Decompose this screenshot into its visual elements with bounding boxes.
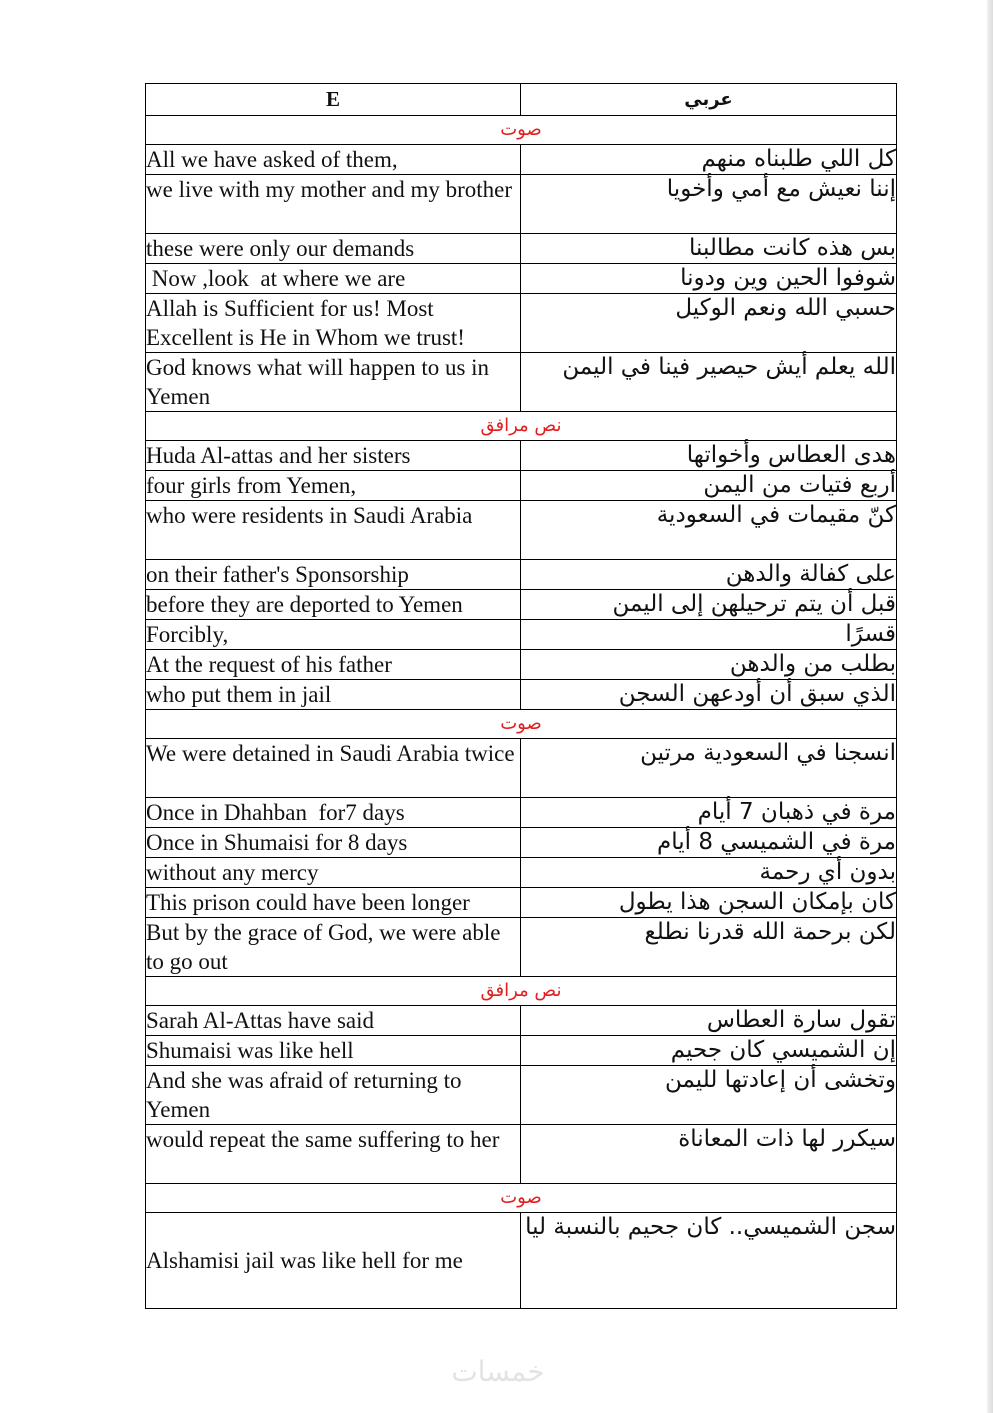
english-cell: would repeat the same suffering to her	[146, 1125, 521, 1184]
arabic-cell: حسبي الله ونعم الوكيل	[521, 294, 897, 353]
table-row	[146, 175, 897, 234]
english-cell: Once in Shumaisi for 8 days	[146, 828, 521, 858]
english-cell: Sarah Al-Attas have said	[146, 1006, 521, 1036]
arabic-cell: على كفالة والدهن	[521, 560, 897, 590]
arabic-cell: انسجنا في السعودية مرتين	[521, 739, 897, 798]
english-cell: who put them in jail	[146, 680, 521, 710]
english-cell: Alshamisi jail was like hell for me	[146, 1213, 521, 1309]
watermark-logo: خمسات	[451, 1355, 545, 1388]
table-row	[146, 501, 897, 560]
table-row	[146, 798, 897, 828]
table-row	[146, 264, 897, 294]
arabic-cell: إن الشميسي كان جحيم	[521, 1036, 897, 1066]
table-row	[146, 828, 897, 858]
english-cell: We were detained in Saudi Arabia twice	[146, 739, 521, 798]
arabic-cell: بس هذه كانت مطالبنا	[521, 234, 897, 264]
arabic-cell: بدون أي رحمة	[521, 858, 897, 888]
table-row	[146, 1006, 897, 1036]
section-label-voice: صوت	[146, 1184, 897, 1213]
english-cell: we live with my mother and my brother	[146, 175, 521, 234]
table-row	[146, 234, 897, 264]
arabic-cell: سجن الشميسي.. كان جحيم بالنسبة ليا	[521, 1213, 897, 1309]
table-row	[146, 739, 897, 798]
english-cell: God knows what will happen to us in Yemen	[146, 353, 521, 412]
arabic-cell: كنّ مقيمات في السعودية	[521, 501, 897, 560]
section-row	[146, 710, 897, 739]
english-column-header: E	[146, 84, 521, 116]
arabic-cell: أربع فتيات من اليمن	[521, 471, 897, 501]
arabic-column-header: عربي	[521, 84, 897, 116]
table-row	[146, 590, 897, 620]
arabic-cell: هدى العطاس وأخواتها	[521, 441, 897, 471]
english-cell: At the request of his father	[146, 650, 521, 680]
table-row	[146, 1213, 897, 1309]
section-label-accompanying-text: نص مرافق	[146, 977, 897, 1006]
arabic-cell: وتخشى أن إعادتها لليمن	[521, 1066, 897, 1125]
english-cell: before they are deported to Yemen	[146, 590, 521, 620]
arabic-cell: تقول سارة العطاس	[521, 1006, 897, 1036]
english-cell: Now ,look at where we are	[146, 264, 521, 294]
english-cell: Shumaisi was like hell	[146, 1036, 521, 1066]
table-row	[146, 650, 897, 680]
arabic-cell: شوفوا الحين وين ودونا	[521, 264, 897, 294]
english-cell: Forcibly,	[146, 620, 521, 650]
table-row	[146, 620, 897, 650]
arabic-cell: سيكرر لها ذات المعاناة	[521, 1125, 897, 1184]
arabic-cell: كان بإمكان السجن هذا يطول	[521, 888, 897, 918]
table-row	[146, 1036, 897, 1066]
section-row	[146, 412, 897, 441]
english-cell: All we have asked of them,	[146, 145, 521, 175]
table-row	[146, 1066, 897, 1125]
english-cell: And she was afraid of returning to Yemen	[146, 1066, 521, 1125]
table-row	[146, 145, 897, 175]
english-cell: on their father's Sponsorship	[146, 560, 521, 590]
section-row	[146, 116, 897, 145]
english-cell: four girls from Yemen,	[146, 471, 521, 501]
table-row	[146, 1125, 897, 1184]
section-row	[146, 977, 897, 1006]
english-cell: who were residents in Saudi Arabia	[146, 501, 521, 560]
table-row	[146, 918, 897, 977]
table-header-row	[146, 84, 897, 116]
arabic-cell: مرة في الشميسي 8 أيام	[521, 828, 897, 858]
arabic-cell: الله يعلم أيش حيصير فينا في اليمن	[521, 353, 897, 412]
arabic-cell: إننا نعيش مع أمي وأخويا	[521, 175, 897, 234]
table-row	[146, 441, 897, 471]
table-row	[146, 560, 897, 590]
table-row	[146, 471, 897, 501]
table-row	[146, 858, 897, 888]
arabic-cell: مرة في ذهبان 7 أيام	[521, 798, 897, 828]
table-row	[146, 888, 897, 918]
arabic-cell: بطلب من والدهن	[521, 650, 897, 680]
arabic-cell: قسرًا	[521, 620, 897, 650]
translation-table	[145, 83, 897, 1309]
arabic-cell: قبل أن يتم ترحيلهن إلى اليمن	[521, 590, 897, 620]
english-cell: Once in Dhahban for7 days	[146, 798, 521, 828]
table-row	[146, 294, 897, 353]
english-cell: This prison could have been longer	[146, 888, 521, 918]
english-cell: Huda Al-attas and her sisters	[146, 441, 521, 471]
arabic-cell: كل اللي طلبناه منهم	[521, 145, 897, 175]
english-cell: Allah is Sufficient for us! Most Excellent is He in Whom we trust!	[146, 294, 521, 353]
arabic-cell: لكن برحمة الله قدرنا نطلع	[521, 918, 897, 977]
section-row	[146, 1184, 897, 1213]
english-cell: these were only our demands	[146, 234, 521, 264]
english-cell: But by the grace of God, we were able to go out	[146, 918, 521, 977]
arabic-cell: الذي سبق أن أودعهن السجن	[521, 680, 897, 710]
section-label-accompanying-text: نص مرافق	[146, 412, 897, 441]
section-label-voice: صوت	[146, 710, 897, 739]
page-edge-shadow	[987, 0, 993, 1413]
table-row	[146, 680, 897, 710]
table-row	[146, 353, 897, 412]
section-label-voice: صوت	[146, 116, 897, 145]
english-cell: without any mercy	[146, 858, 521, 888]
